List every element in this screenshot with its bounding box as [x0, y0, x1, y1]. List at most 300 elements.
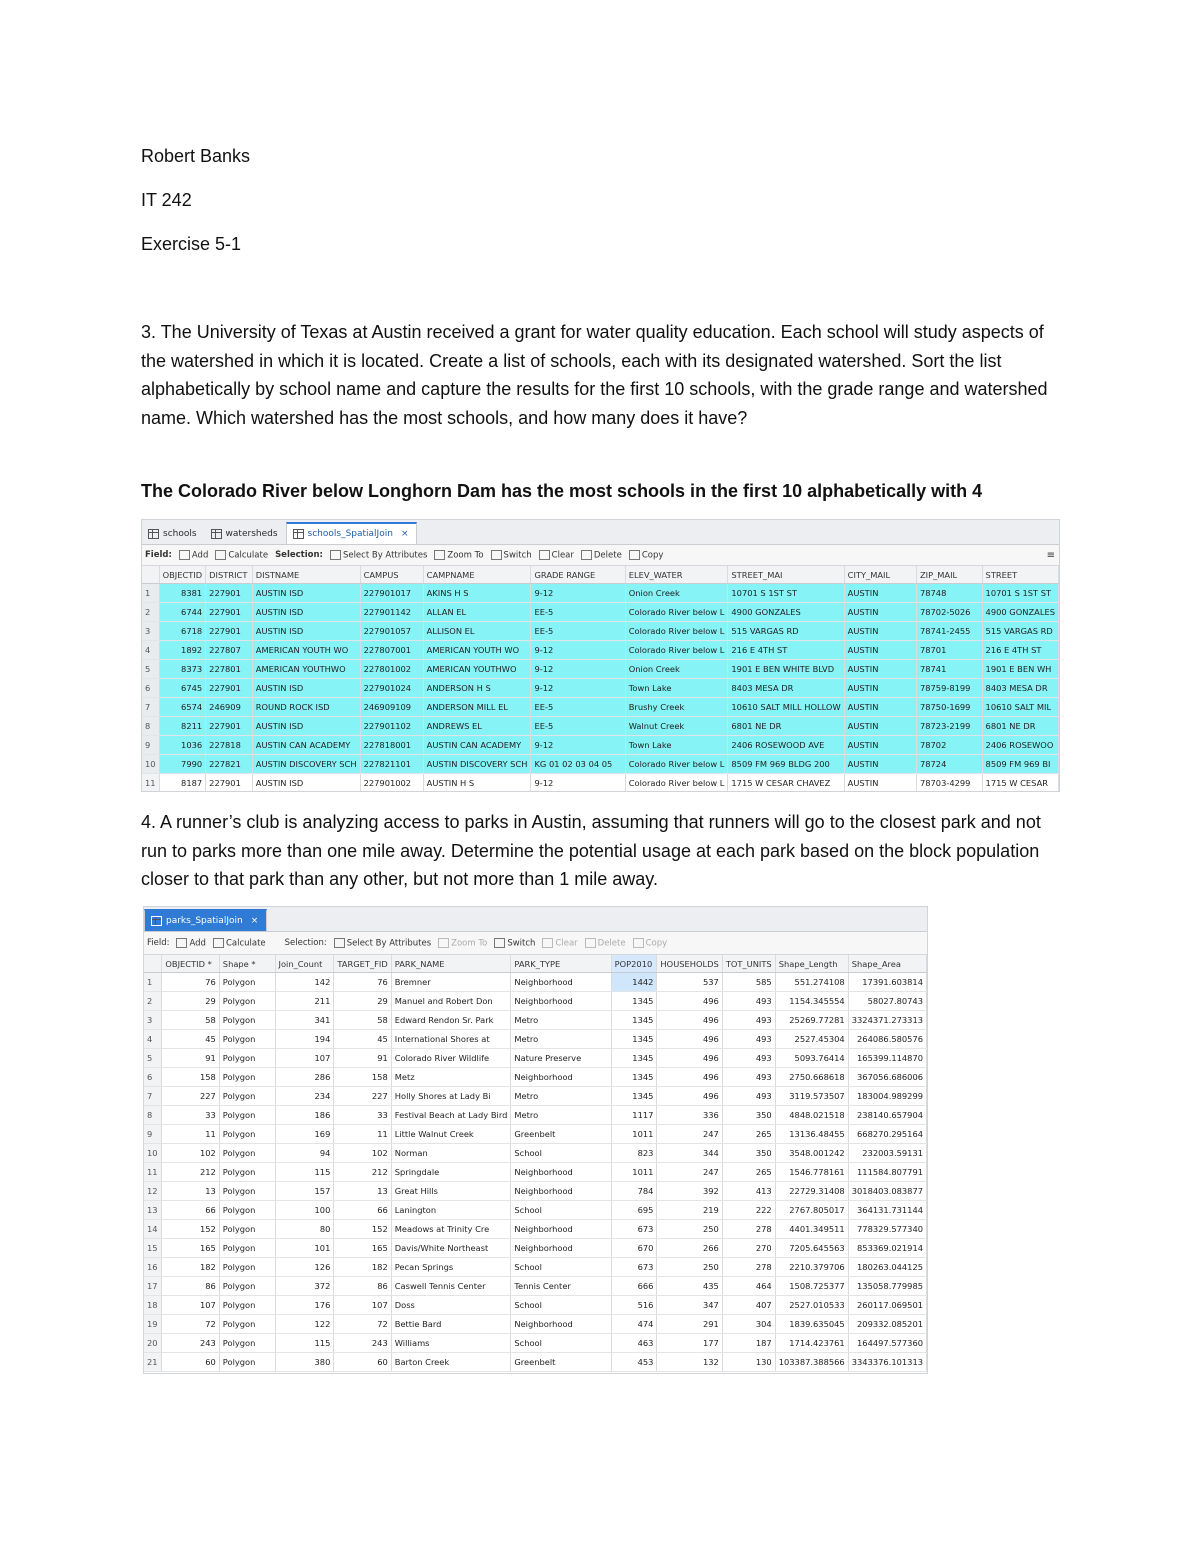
table-cell[interactable]: 8187	[159, 774, 206, 793]
row-number[interactable]: 12	[144, 1182, 162, 1201]
table-cell[interactable]: 45	[334, 1030, 391, 1049]
table-cell[interactable]: 1117	[611, 1106, 657, 1125]
table-cell[interactable]: 86	[334, 1277, 391, 1296]
table-cell[interactable]: 164497.577360	[848, 1334, 926, 1353]
tab-watersheds[interactable]	[205, 524, 286, 544]
table-cell[interactable]: 496	[657, 1011, 722, 1030]
table-cell[interactable]: 227807001	[360, 641, 423, 660]
table-cell[interactable]: 1345	[611, 1049, 657, 1068]
table-cell[interactable]: Barton Creek	[391, 1353, 511, 1372]
table-cell[interactable]: 464	[722, 1277, 775, 1296]
table-cell[interactable]: 7990	[159, 755, 206, 774]
row-number[interactable]: 4	[144, 1030, 162, 1049]
row-number[interactable]: 9	[144, 1125, 162, 1144]
row-number[interactable]: 6	[144, 1068, 162, 1087]
table-cell[interactable]: 392	[657, 1182, 722, 1201]
table-cell[interactable]: 78701	[916, 641, 982, 660]
table-cell[interactable]: 4900 GONZALES	[728, 603, 844, 622]
table-row[interactable]	[144, 1068, 927, 1087]
table-cell[interactable]: Polygon	[219, 1011, 275, 1030]
table-cell[interactable]: 234	[275, 1087, 334, 1106]
table-cell[interactable]: 537	[657, 973, 722, 992]
table-cell[interactable]: 286	[275, 1068, 334, 1087]
table-cell[interactable]: School	[511, 1334, 611, 1353]
switch-button[interactable]	[494, 938, 535, 949]
table-cell[interactable]: 211	[275, 992, 334, 1011]
table-cell[interactable]: 3119.573507	[775, 1087, 848, 1106]
table-cell[interactable]: 227901024	[360, 679, 423, 698]
row-number[interactable]: 14	[144, 1220, 162, 1239]
table-cell[interactable]: Colorado River below L	[625, 755, 728, 774]
table-cell[interactable]: 86	[162, 1277, 219, 1296]
table-cell[interactable]: 243	[162, 1334, 219, 1353]
table-row[interactable]	[142, 755, 1059, 774]
table-cell[interactable]: 33	[334, 1106, 391, 1125]
table-cell[interactable]: Polygon	[219, 1068, 275, 1087]
table-cell[interactable]: 9-12	[531, 584, 625, 603]
table-row[interactable]	[144, 1239, 927, 1258]
table-cell[interactable]: 1345	[611, 1030, 657, 1049]
table-cell[interactable]: AMERICAN YOUTH WO	[423, 641, 531, 660]
row-number[interactable]: 8	[142, 717, 159, 736]
table-cell[interactable]: 9-12	[531, 679, 625, 698]
table-row[interactable]	[142, 603, 1059, 622]
table-cell[interactable]: ANDREWS EL	[423, 717, 531, 736]
table-cell[interactable]: Tennis Center	[511, 1277, 611, 1296]
table-cell[interactable]: 247	[657, 1163, 722, 1182]
table-row[interactable]	[144, 973, 927, 992]
table-cell[interactable]: 227901	[206, 774, 253, 793]
table-cell[interactable]: ALLISON EL	[423, 622, 531, 641]
column-header[interactable]	[144, 955, 162, 973]
table-cell[interactable]: AUSTIN DISCOVERY SCH	[423, 755, 531, 774]
table-cell[interactable]: AUSTIN DISCOVERY SCH	[252, 755, 360, 774]
table-cell[interactable]: Metro	[511, 1011, 611, 1030]
table-cell[interactable]: 238140.657904	[848, 1106, 926, 1125]
table-cell[interactable]: 227901002	[360, 774, 423, 793]
clear-button[interactable]	[539, 550, 574, 561]
table-cell[interactable]: Nature Preserve	[511, 1049, 611, 1068]
table-cell[interactable]: School	[511, 1296, 611, 1315]
table-cell[interactable]: Colorado River below L	[625, 774, 728, 793]
table-cell[interactable]: 463	[611, 1334, 657, 1353]
table-cell[interactable]: 8381	[159, 584, 206, 603]
table-cell[interactable]: Colorado River Wildlife	[391, 1049, 511, 1068]
row-number[interactable]: 1	[142, 584, 159, 603]
table-cell[interactable]: 227807	[206, 641, 253, 660]
table-cell[interactable]: AUSTIN	[844, 603, 916, 622]
table-cell[interactable]: 1715 W CESAR	[982, 774, 1058, 793]
table-cell[interactable]: 152	[334, 1220, 391, 1239]
table-cell[interactable]: 585	[722, 973, 775, 992]
table-cell[interactable]: 227901	[206, 603, 253, 622]
table-cell[interactable]: AUSTIN ISD	[252, 717, 360, 736]
table-cell[interactable]: 350	[722, 1106, 775, 1125]
table-cell[interactable]: 2210.379706	[775, 1258, 848, 1277]
table-cell[interactable]: Polygon	[219, 1125, 275, 1144]
table-cell[interactable]: Neighborhood	[511, 1220, 611, 1239]
table-cell[interactable]: 496	[657, 992, 722, 1011]
table-cell[interactable]: Polygon	[219, 1106, 275, 1125]
table-cell[interactable]: 4848.021518	[775, 1106, 848, 1125]
row-number[interactable]: 11	[144, 1163, 162, 1182]
table-cell[interactable]: 227821	[206, 755, 253, 774]
table-cell[interactable]: Walnut Creek	[625, 717, 728, 736]
table-cell[interactable]: AUSTIN	[844, 641, 916, 660]
table-cell[interactable]: AUSTIN	[844, 698, 916, 717]
row-number[interactable]: 17	[144, 1277, 162, 1296]
row-number[interactable]: 13	[144, 1201, 162, 1220]
table-cell[interactable]: Town Lake	[625, 679, 728, 698]
row-number[interactable]: 20	[144, 1334, 162, 1353]
table-cell[interactable]: 8509 FM 969 BI	[982, 755, 1058, 774]
table-cell[interactable]: EE-5	[531, 698, 625, 717]
table-cell[interactable]: AUSTIN CAN ACADEMY	[423, 736, 531, 755]
table-cell[interactable]: 1036	[159, 736, 206, 755]
table-cell[interactable]: 78748	[916, 584, 982, 603]
table-cell[interactable]: 227818	[206, 736, 253, 755]
table-row[interactable]	[144, 1258, 927, 1277]
column-header[interactable]: TOT_UNITS	[722, 955, 775, 973]
table-cell[interactable]: 80	[275, 1220, 334, 1239]
table-cell[interactable]: 78750-1699	[916, 698, 982, 717]
calculate-field-button[interactable]	[213, 938, 266, 949]
table-cell[interactable]: Polygon	[219, 1201, 275, 1220]
table-cell[interactable]: Polygon	[219, 973, 275, 992]
table-cell[interactable]: 227	[162, 1087, 219, 1106]
table-cell[interactable]: 94	[275, 1144, 334, 1163]
table-cell[interactable]: 6574	[159, 698, 206, 717]
table-cell[interactable]: 66	[162, 1201, 219, 1220]
clear-button[interactable]	[542, 938, 577, 949]
table-cell[interactable]: 6745	[159, 679, 206, 698]
table-cell[interactable]: 1345	[611, 1087, 657, 1106]
table-cell[interactable]: Williams	[391, 1334, 511, 1353]
row-number[interactable]: 16	[144, 1258, 162, 1277]
table-row[interactable]	[144, 1106, 927, 1125]
table-cell[interactable]: AUSTIN	[844, 622, 916, 641]
table-cell[interactable]: AMERICAN YOUTH WO	[252, 641, 360, 660]
table-cell[interactable]: 853369.021914	[848, 1239, 926, 1258]
column-header[interactable]: DISTRICT	[206, 566, 253, 584]
table-cell[interactable]: 260117.069501	[848, 1296, 926, 1315]
table-cell[interactable]: 474	[611, 1315, 657, 1334]
table-cell[interactable]: 350	[722, 1144, 775, 1163]
table-cell[interactable]: 8211	[159, 717, 206, 736]
row-number[interactable]: 5	[144, 1049, 162, 1068]
copy-button[interactable]	[629, 550, 664, 561]
table-cell[interactable]: 135058.779985	[848, 1277, 926, 1296]
table-cell[interactable]: 177	[657, 1334, 722, 1353]
column-header[interactable]: CAMPUS	[360, 566, 423, 584]
row-number[interactable]: 10	[142, 755, 159, 774]
table-cell[interactable]: Polygon	[219, 1239, 275, 1258]
table-cell[interactable]: 227901	[206, 622, 253, 641]
table-row[interactable]	[142, 660, 1059, 679]
table-cell[interactable]: Polygon	[219, 1353, 275, 1372]
table-cell[interactable]: 493	[722, 1068, 775, 1087]
table-cell[interactable]: 212	[334, 1163, 391, 1182]
table-cell[interactable]: 60	[162, 1353, 219, 1372]
menu-icon[interactable]: ≡	[1046, 549, 1055, 561]
table-cell[interactable]: 1714.423761	[775, 1334, 848, 1353]
table-row[interactable]	[142, 622, 1059, 641]
table-cell[interactable]: 673	[611, 1258, 657, 1277]
table-cell[interactable]: 187	[722, 1334, 775, 1353]
table-cell[interactable]: 13136.48455	[775, 1125, 848, 1144]
table-cell[interactable]: 227901102	[360, 717, 423, 736]
table-cell[interactable]: 247	[657, 1125, 722, 1144]
table-cell[interactable]: 1892	[159, 641, 206, 660]
table-cell[interactable]: 8403 MESA DR	[982, 679, 1058, 698]
column-header[interactable]: CAMPNAME	[423, 566, 531, 584]
table-cell[interactable]: 304	[722, 1315, 775, 1334]
table-cell[interactable]: 232003.59131	[848, 1144, 926, 1163]
table-cell[interactable]: Town Lake	[625, 736, 728, 755]
table-cell[interactable]: 4401.349511	[775, 1220, 848, 1239]
table-cell[interactable]: ROUND ROCK ISD	[252, 698, 360, 717]
table-cell[interactable]: 515 VARGAS RD	[982, 622, 1058, 641]
table-cell[interactable]: 3018403.083877	[848, 1182, 926, 1201]
row-number[interactable]: 21	[144, 1353, 162, 1372]
delete-button[interactable]	[585, 938, 626, 949]
table-cell[interactable]: 496	[657, 1049, 722, 1068]
table-cell[interactable]: Polygon	[219, 1315, 275, 1334]
table-cell[interactable]: 165399.114870	[848, 1049, 926, 1068]
table-row[interactable]	[142, 717, 1059, 736]
table-cell[interactable]: 496	[657, 1068, 722, 1087]
row-number[interactable]: 9	[142, 736, 159, 755]
table-cell[interactable]: 2527.45304	[775, 1030, 848, 1049]
table-cell[interactable]: 194	[275, 1030, 334, 1049]
table-cell[interactable]: 10610 SALT MILL HOLLOW	[728, 698, 844, 717]
table-cell[interactable]: 122	[275, 1315, 334, 1334]
table-cell[interactable]: 4900 GONZALES	[982, 603, 1058, 622]
table-cell[interactable]: 158	[162, 1068, 219, 1087]
table-cell[interactable]: 103387.388566	[775, 1353, 848, 1372]
table-cell[interactable]: 1715 W CESAR CHAVEZ	[728, 774, 844, 793]
table-cell[interactable]: 115	[275, 1163, 334, 1182]
table-cell[interactable]: Neighborhood	[511, 1239, 611, 1258]
table-cell[interactable]: 183004.989299	[848, 1087, 926, 1106]
table-cell[interactable]: Doss	[391, 1296, 511, 1315]
table-cell[interactable]: 176	[275, 1296, 334, 1315]
table-cell[interactable]: Holly Shores at Lady Bi	[391, 1087, 511, 1106]
table-cell[interactable]: 1508.725377	[775, 1277, 848, 1296]
table-row[interactable]	[144, 1049, 927, 1068]
table-cell[interactable]: 58	[334, 1011, 391, 1030]
table-cell[interactable]: 126	[275, 1258, 334, 1277]
table-cell[interactable]: 2767.805017	[775, 1201, 848, 1220]
table-cell[interactable]: 29	[334, 992, 391, 1011]
table-cell[interactable]: 380	[275, 1353, 334, 1372]
tab-parks-spatialjoin[interactable]	[144, 909, 267, 931]
table-cell[interactable]: 180263.044125	[848, 1258, 926, 1277]
table-cell[interactable]: 130	[722, 1353, 775, 1372]
row-number[interactable]: 6	[142, 679, 159, 698]
table-cell[interactable]: 6801 NE DR	[728, 717, 844, 736]
table-cell[interactable]: 165	[162, 1239, 219, 1258]
table-cell[interactable]: Polygon	[219, 1258, 275, 1277]
table-cell[interactable]: AUSTIN	[844, 584, 916, 603]
table-row[interactable]	[144, 1315, 927, 1334]
table-cell[interactable]: 25269.77281	[775, 1011, 848, 1030]
table-cell[interactable]: 6744	[159, 603, 206, 622]
table-cell[interactable]: AMERICAN YOUTHWO	[423, 660, 531, 679]
table-cell[interactable]: 10610 SALT MIL	[982, 698, 1058, 717]
table-cell[interactable]: 169	[275, 1125, 334, 1144]
table-cell[interactable]: 158	[334, 1068, 391, 1087]
row-number[interactable]: 5	[142, 660, 159, 679]
table-cell[interactable]: 13	[162, 1182, 219, 1201]
column-header[interactable]: Shape *	[219, 955, 275, 973]
table-cell[interactable]: AUSTIN ISD	[252, 603, 360, 622]
table-cell[interactable]: 102	[334, 1144, 391, 1163]
table-row[interactable]	[144, 1125, 927, 1144]
table-cell[interactable]: 8509 FM 969 BLDG 200	[728, 755, 844, 774]
table-cell[interactable]: 78741-2455	[916, 622, 982, 641]
column-header[interactable]: ZIP_MAIL	[916, 566, 982, 584]
column-header[interactable]: DISTNAME	[252, 566, 360, 584]
table-cell[interactable]: 76	[334, 973, 391, 992]
table-cell[interactable]: 515 VARGAS RD	[728, 622, 844, 641]
table-cell[interactable]: 216 E 4TH ST	[728, 641, 844, 660]
column-header[interactable]: CITY_MAIL	[844, 566, 916, 584]
table-cell[interactable]: 243	[334, 1334, 391, 1353]
table-row[interactable]	[142, 698, 1059, 717]
table-row[interactable]	[142, 774, 1059, 793]
column-header[interactable]: PARK_TYPE	[511, 955, 611, 973]
table-cell[interactable]: 1442	[611, 973, 657, 992]
table-cell[interactable]: 666	[611, 1277, 657, 1296]
table-cell[interactable]: 11	[334, 1125, 391, 1144]
table-cell[interactable]: 78741	[916, 660, 982, 679]
column-header[interactable]	[142, 566, 159, 584]
table-cell[interactable]: ANDERSON MILL EL	[423, 698, 531, 717]
table-cell[interactable]: AUSTIN CAN ACADEMY	[252, 736, 360, 755]
table-cell[interactable]: 9-12	[531, 736, 625, 755]
table-cell[interactable]: 823	[611, 1144, 657, 1163]
table-cell[interactable]: 227901	[206, 679, 253, 698]
table-cell[interactable]: 212	[162, 1163, 219, 1182]
table-cell[interactable]: Metro	[511, 1087, 611, 1106]
table-cell[interactable]: 1345	[611, 1011, 657, 1030]
table-cell[interactable]: Pecan Springs	[391, 1258, 511, 1277]
table-cell[interactable]: 58027.80743	[848, 992, 926, 1011]
column-header[interactable]: STREET_MAI	[728, 566, 844, 584]
table-cell[interactable]: 115	[275, 1334, 334, 1353]
table-cell[interactable]: 496	[657, 1087, 722, 1106]
row-number[interactable]: 7	[144, 1087, 162, 1106]
row-number[interactable]: 11	[142, 774, 159, 793]
table-cell[interactable]: 250	[657, 1220, 722, 1239]
table-cell[interactable]: AKINS H S	[423, 584, 531, 603]
table-cell[interactable]: 78702-5026	[916, 603, 982, 622]
table-cell[interactable]: 670	[611, 1239, 657, 1258]
row-number[interactable]: 10	[144, 1144, 162, 1163]
close-icon[interactable]: ×	[250, 916, 259, 926]
table-cell[interactable]: ALLAN EL	[423, 603, 531, 622]
table-cell[interactable]: Greenbelt	[511, 1353, 611, 1372]
row-number[interactable]: 2	[144, 992, 162, 1011]
table-cell[interactable]: 435	[657, 1277, 722, 1296]
column-header[interactable]: STREET	[982, 566, 1058, 584]
table-cell[interactable]: Edward Rendon Sr. Park	[391, 1011, 511, 1030]
table-cell[interactable]: 7205.645563	[775, 1239, 848, 1258]
table-cell[interactable]: Polygon	[219, 1277, 275, 1296]
table-cell[interactable]: Polygon	[219, 1182, 275, 1201]
table-cell[interactable]: Davis/White Northeast	[391, 1239, 511, 1258]
table-cell[interactable]: 367056.686006	[848, 1068, 926, 1087]
table-cell[interactable]: AUSTIN ISD	[252, 679, 360, 698]
add-field-button[interactable]	[176, 938, 205, 949]
table-cell[interactable]: Neighborhood	[511, 1163, 611, 1182]
table-cell[interactable]: 265	[722, 1125, 775, 1144]
table-cell[interactable]: School	[511, 1258, 611, 1277]
table-cell[interactable]: 157	[275, 1182, 334, 1201]
table-cell[interactable]: Springdale	[391, 1163, 511, 1182]
table-cell[interactable]: 695	[611, 1201, 657, 1220]
table-cell[interactable]: 1546.778161	[775, 1163, 848, 1182]
table-cell[interactable]: 778329.577340	[848, 1220, 926, 1239]
table-cell[interactable]: Polygon	[219, 1049, 275, 1068]
column-header[interactable]: Shape_Length	[775, 955, 848, 973]
table-cell[interactable]: Polygon	[219, 1334, 275, 1353]
table-cell[interactable]: AUSTIN	[844, 679, 916, 698]
column-header[interactable]: TARGET_FID	[334, 955, 391, 973]
table-cell[interactable]: 493	[722, 1011, 775, 1030]
table-cell[interactable]: EE-5	[531, 622, 625, 641]
table-cell[interactable]: 107	[162, 1296, 219, 1315]
row-number[interactable]: 19	[144, 1315, 162, 1334]
table-cell[interactable]: 493	[722, 1087, 775, 1106]
table-cell[interactable]: 11	[162, 1125, 219, 1144]
table-cell[interactable]: 1901 E BEN WH	[982, 660, 1058, 679]
table-cell[interactable]: 496	[657, 1030, 722, 1049]
table-cell[interactable]: 3324371.273313	[848, 1011, 926, 1030]
table-cell[interactable]: 493	[722, 1049, 775, 1068]
select-by-attributes-button[interactable]	[330, 550, 427, 561]
table-cell[interactable]: 784	[611, 1182, 657, 1201]
table-cell[interactable]: 2527.010533	[775, 1296, 848, 1315]
table-row[interactable]	[142, 641, 1059, 660]
table-cell[interactable]: Onion Creek	[625, 660, 728, 679]
table-cell[interactable]: 6718	[159, 622, 206, 641]
table-row[interactable]	[144, 1011, 927, 1030]
table-cell[interactable]: Bremner	[391, 973, 511, 992]
table-cell[interactable]: Polygon	[219, 1144, 275, 1163]
table-cell[interactable]: Polygon	[219, 1296, 275, 1315]
table-row[interactable]	[142, 679, 1059, 698]
table-cell[interactable]: School	[511, 1144, 611, 1163]
table-cell[interactable]: AUSTIN	[844, 736, 916, 755]
table-row[interactable]	[144, 1353, 927, 1372]
table-cell[interactable]: 453	[611, 1353, 657, 1372]
table-cell[interactable]: 227901142	[360, 603, 423, 622]
table-cell[interactable]: 216 E 4TH ST	[982, 641, 1058, 660]
table-cell[interactable]: 3548.001242	[775, 1144, 848, 1163]
table-cell[interactable]: 265	[722, 1163, 775, 1182]
zoom-to-button[interactable]	[434, 550, 483, 561]
row-number[interactable]: 1	[144, 973, 162, 992]
table-cell[interactable]: Bettie Bard	[391, 1315, 511, 1334]
table-cell[interactable]: 278	[722, 1258, 775, 1277]
zoom-to-button[interactable]	[438, 938, 487, 949]
table-cell[interactable]: Onion Creek	[625, 584, 728, 603]
table-cell[interactable]: 2406 ROSEWOOD AVE	[728, 736, 844, 755]
calculate-field-button[interactable]	[215, 550, 268, 561]
table-cell[interactable]: 29	[162, 992, 219, 1011]
